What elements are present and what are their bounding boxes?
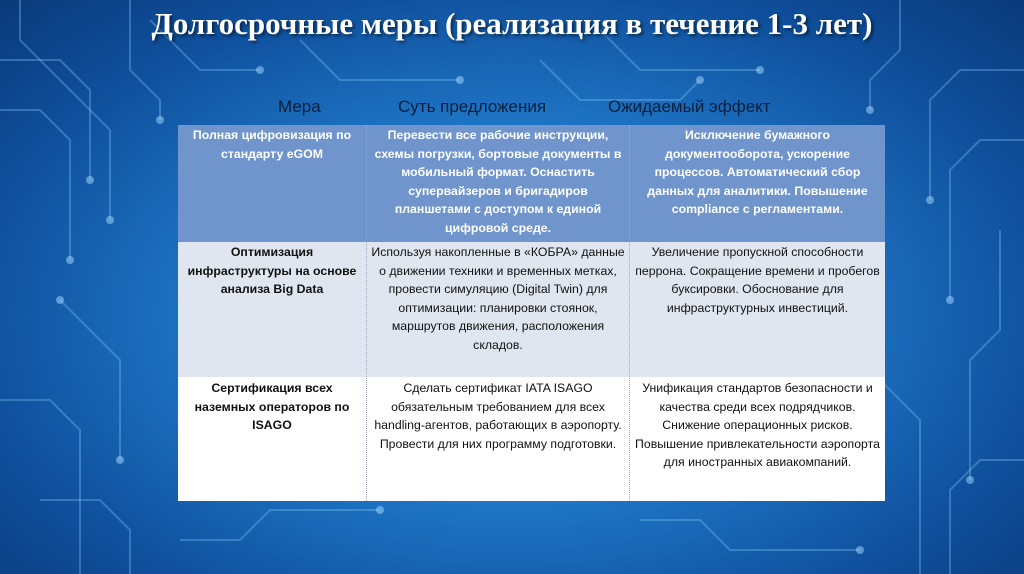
effect-cell: Унификация стандартов безопасности и качества среди всех подрядчиков. Снижение операционных рисков. Повышение привлекательности аэропорта для иностранных авиакомпаний. xyxy=(630,378,886,502)
proposal-cell: Используя накопленные в «КОБРА» данные о движении техники и временных метках, провести симуляцию (Digital Twin) для оптимизации: планировки стоянок, маршрутов движения, расположения складов. xyxy=(367,242,630,378)
column-header-effect: Ожидаемый эффект xyxy=(608,97,771,116)
effect-cell: Увеличение пропускной способности перрона. Сокращение времени и пробегов буксировки. Обоснование для инфраструктурных инвестиций. xyxy=(630,242,886,378)
slide-title: Долгосрочные меры (реализация в течение 1-3 лет) xyxy=(151,6,873,41)
column-header-measure: Мера xyxy=(278,97,321,116)
proposal-cell: Перевести все рабочие инструкции, схемы погрузки, бортовые документы в мобильный формат. Оснастить супервайзеров и бригадиров планшетами с доступом к единой цифровой среде. xyxy=(367,125,630,242)
table-row xyxy=(178,125,885,242)
measures-table xyxy=(178,125,885,501)
column-header-proposal: Суть предложения xyxy=(398,97,547,116)
proposal-cell: Сделать сертификат IATA ISAGO обязательным требованием для всех handling-агентов, работающих в аэропорту. Провести для них программу подготовки. xyxy=(367,378,630,502)
measure-cell: Полная цифровизация по стандарту eGOM xyxy=(178,125,367,242)
measure-cell: Оптимизация инфраструктуры на основе анализа Big Data xyxy=(178,242,367,378)
measure-cell: Сертификация всех наземных операторов по ISAGO xyxy=(178,378,367,502)
table-row xyxy=(178,378,885,502)
effect-cell: Исключение бумажного документооборота, ускорение процессов. Автоматический сбор данных для аналитики. Повышение compliance с регламентами. xyxy=(630,125,886,242)
table-row xyxy=(178,242,885,378)
